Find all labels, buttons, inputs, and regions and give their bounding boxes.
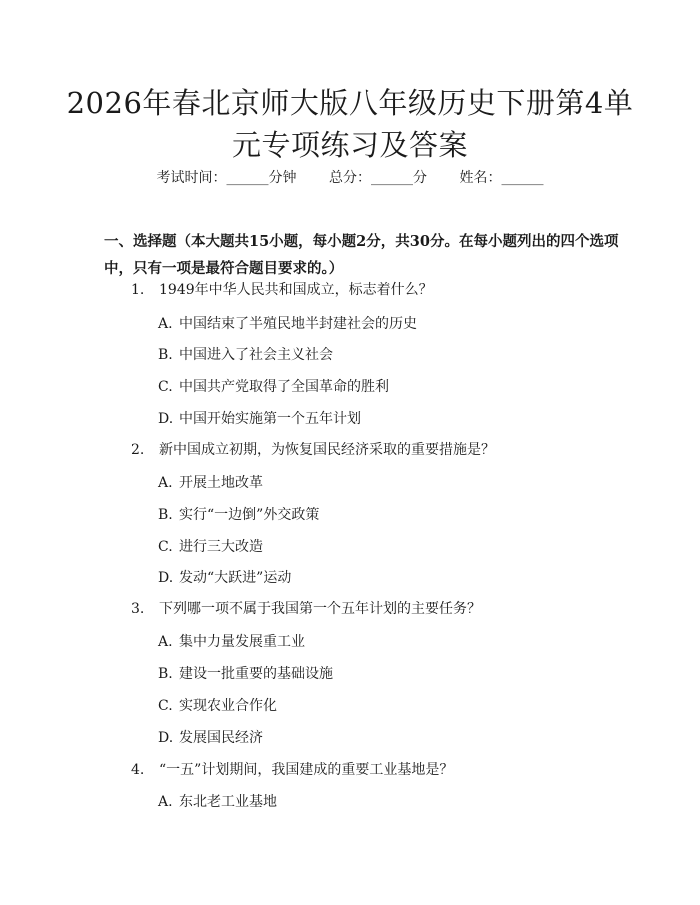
question-3-option-c bbox=[158, 696, 277, 716]
option-label: B. bbox=[158, 507, 173, 523]
question-2-option-b bbox=[158, 505, 319, 525]
option-label: B. bbox=[158, 347, 173, 363]
option-label: C. bbox=[158, 698, 173, 714]
option-label: C. bbox=[158, 379, 173, 395]
option-label: C. bbox=[158, 539, 173, 555]
section-heading: 一、选择题（本大题共15小题，每小题2分，共30分。在每小题列出的四个选项中，只有一项是最符合题目要求的。） bbox=[104, 233, 619, 277]
question-number: 3. bbox=[131, 601, 145, 617]
exam-time: 考试时间：______分钟 bbox=[156, 170, 297, 186]
question-1-option-b bbox=[158, 345, 333, 365]
option-label: A. bbox=[158, 316, 173, 332]
question-number: 4. bbox=[131, 762, 145, 778]
option-label: D. bbox=[158, 730, 174, 746]
question-text: “一五”计划期间，我国建成的重要工业基地是？ bbox=[159, 762, 454, 778]
option-text: 集中力量发展重工业 bbox=[179, 634, 305, 650]
option-text: 进行三大改造 bbox=[179, 539, 263, 555]
option-text: 发展国民经济 bbox=[179, 730, 263, 746]
question-text: 下列哪一项不属于我国第一个五年计划的主要任务？ bbox=[159, 601, 481, 617]
option-text: 东北老工业基地 bbox=[179, 794, 277, 810]
option-text: 中国进入了社会主义社会 bbox=[179, 347, 333, 363]
option-text: 中国共产党取得了全国革命的胜利 bbox=[179, 379, 389, 395]
exam-total-score: 总分：______分 bbox=[329, 170, 427, 186]
option-text: 建设一批重要的基础设施 bbox=[179, 666, 333, 682]
option-text: 中国开始实施第一个五年计划 bbox=[179, 411, 361, 427]
question-3-option-d bbox=[158, 728, 263, 748]
question-2-option-c bbox=[158, 537, 263, 557]
question-1-option-a bbox=[158, 314, 417, 334]
option-label: D. bbox=[158, 411, 174, 427]
question-number: 2. bbox=[131, 442, 145, 458]
option-label: A. bbox=[158, 634, 173, 650]
question-3-option-a bbox=[158, 632, 305, 652]
question-3 bbox=[131, 599, 481, 619]
question-2 bbox=[131, 440, 495, 460]
option-text: 实现农业合作化 bbox=[179, 698, 277, 714]
exam-name-field: 姓名：______ bbox=[459, 170, 544, 186]
question-1-option-c bbox=[158, 377, 389, 397]
question-2-option-d bbox=[158, 568, 291, 588]
question-4-option-a bbox=[158, 792, 277, 812]
option-label: D. bbox=[158, 570, 174, 586]
question-text: 新中国成立初期，为恢复国民经济采取的重要措施是？ bbox=[159, 442, 495, 458]
option-text: 中国结束了半殖民地半封建社会的历史 bbox=[179, 316, 417, 332]
question-1 bbox=[131, 280, 433, 300]
question-1-option-d bbox=[158, 409, 361, 429]
question-2-option-a bbox=[158, 473, 263, 493]
question-3-option-b bbox=[158, 664, 333, 684]
option-text: 实行“一边倒”外交政策 bbox=[179, 507, 320, 523]
option-label: A. bbox=[158, 475, 173, 491]
question-4 bbox=[131, 760, 453, 780]
option-label: A. bbox=[158, 794, 173, 810]
option-text: 开展土地改革 bbox=[179, 475, 263, 491]
option-text: 发动“大跃进”运动 bbox=[179, 570, 292, 586]
exam-info bbox=[0, 168, 700, 188]
question-number: 1. bbox=[131, 282, 145, 298]
option-label: B. bbox=[158, 666, 173, 682]
question-text: 1949年中华人民共和国成立，标志着什么？ bbox=[159, 282, 433, 298]
page-title: 2026年春北京师大版八年级历史下册第4单元专项练习及答案 bbox=[66, 86, 634, 162]
